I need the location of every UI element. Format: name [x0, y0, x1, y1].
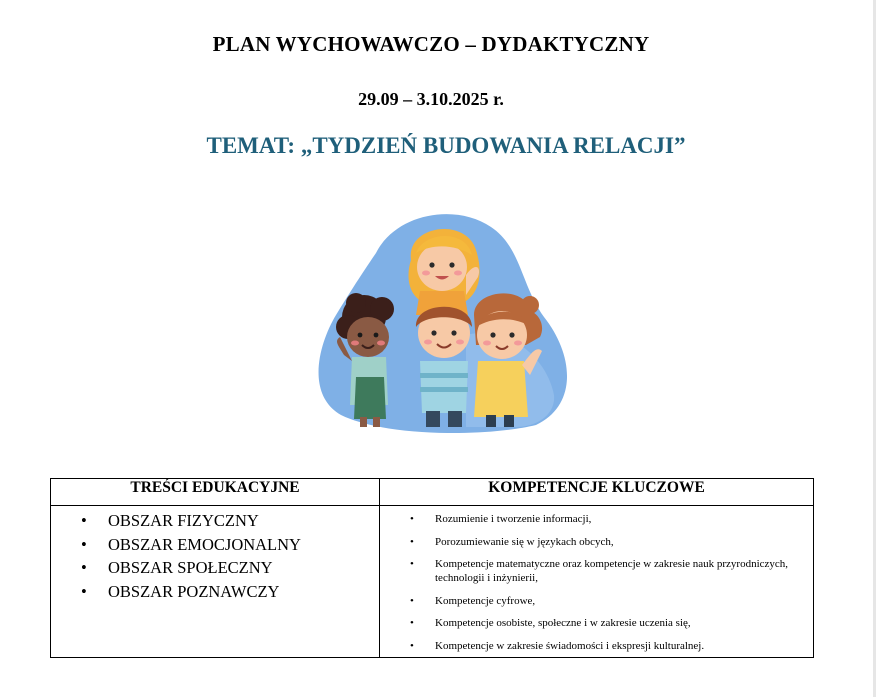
- competences-cell: [380, 506, 814, 658]
- list-item: • OBSZAR SPOŁECZNY: [81, 556, 379, 580]
- competences-list: [380, 512, 813, 653]
- table-header-row: [51, 479, 814, 506]
- date-range: 29.09 – 3.10.2025 r.: [358, 89, 504, 109]
- list-item: • OBSZAR EMOCJONALNY: [81, 533, 379, 557]
- list-item: • OBSZAR POZNAWCZY: [81, 580, 379, 604]
- list-item: • Porozumiewanie się w językach obcych,: [410, 535, 813, 549]
- list-item: • Kompetencje matematyczne oraz kompetencje w zakresie nauk przyrodniczych, technologii i inżynierii,: [410, 557, 813, 585]
- list-item: • Rozumienie i tworzenie informacji,: [410, 512, 813, 526]
- children-group-illustration: [316, 205, 578, 433]
- list-item: • Kompetencje osobiste, społeczne i w zakresie uczenia się,: [410, 616, 813, 630]
- list-item: • Kompetencje w zakresie świadomości i ekspresji kulturalnej.: [410, 639, 813, 653]
- plan-table: [50, 478, 814, 658]
- list-item: • Kompetencje cyfrowe,: [410, 594, 813, 608]
- table-row: [51, 506, 814, 658]
- areas-list: [51, 509, 379, 603]
- child-middle-icon: [416, 307, 472, 427]
- theme-heading: TEMAT: „TYDZIEŃ BUDOWANIA RELACJI”: [206, 133, 686, 158]
- areas-cell: [51, 506, 380, 658]
- list-item: • OBSZAR FIZYCZNY: [81, 509, 379, 533]
- header-key-competences: KOMPETENCJE KLUCZOWE: [380, 479, 814, 506]
- page-title: PLAN WYCHOWAWCZO – DYDAKTYCZNY: [212, 32, 650, 56]
- header-educational-content: TREŚCI EDUKACYJNE: [51, 479, 380, 506]
